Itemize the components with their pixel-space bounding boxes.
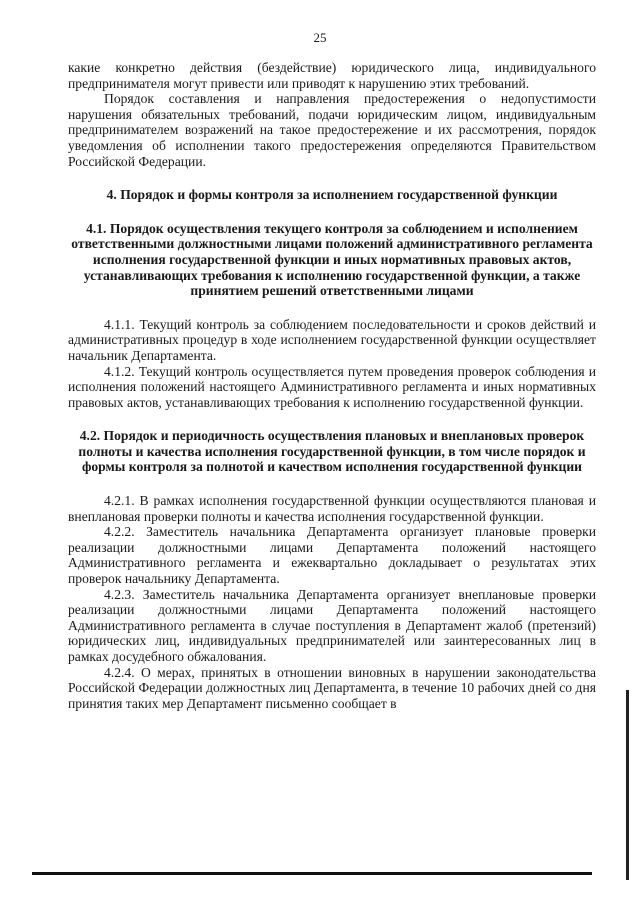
section-4-title: 4. Порядок и формы контроля за исполнением государственной функции — [106, 187, 558, 203]
page-number: 25 — [313, 30, 327, 45]
section-4-1-title: 4.1. Порядок осуществления текущего контроля за соблюдением и исполнением ответственными должностными лицами положений административного регламента исполнения государственной функции и иных нормативных правовых актов, устанавливающих требования к исполнению государственной функции, а также принятием решений ответственными лицами — [71, 220, 593, 299]
paragraph: Порядок составления и направления предостережения о недопустимости нарушения обязательных требований, подачи юридическим лицом, индивидуальным предпринимателем возражений на такое предостережение и их рассмотрения, порядок уведомления об исполнении такого предостережения определяются Правительством Российской Федерации. — [68, 91, 596, 169]
paragraph: какие конкретно действия (бездействие) юридического лица, индивидуального предпринимателя могут привести или приводят к нарушению этих требований. — [68, 60, 596, 91]
paragraph: 4.2.2. Заместитель начальника Департамента организует плановые проверки реализации должностными лицами Департамента положений настоящего Административного регламента и ежеквартально докладывает о результатах этих проверок начальнику Департамента. — [68, 524, 596, 587]
paragraph: 4.2.1. В рамках исполнения государственной функции осуществляются плановая и внеплановая проверки полноты и качества исполнения государственной функции. — [68, 493, 596, 524]
section-4-2-title: 4.2. Порядок и периодичность осуществления плановых и внеплановых проверок полноты и качества исполнения государственной функции, в том числе порядок и формы контроля за полнотой и качеством исполнения государственной функции — [78, 428, 586, 475]
paragraph: 4.1.1. Текущий контроль за соблюдением последовательности и сроков действий и административных процедур в ходе исполнением государственной функции осуществляет начальник Департамента. — [68, 316, 596, 363]
paragraph: 4.2.4. О мерах, принятых в отношении виновных в нарушении законодательства Российской Федерации должностных лиц Департамента, в течение 10 рабочих дней со дня принятия таких мер Департамент письменно сообщает в — [68, 664, 596, 711]
scan-bottom-edge — [32, 872, 592, 875]
paragraph: 4.1.2. Текущий контроль осуществляется путем проведения проверок соблюдения и исполнения положений настоящего Административного регламента и иных нормативных правовых актов, устанавливающих требования к исполнению государственной функции. — [68, 363, 596, 410]
document-body — [68, 60, 596, 711]
paragraph: 4.2.3. Заместитель начальника Департамента организует внеплановые проверки реализации должностными лицами Департамента положений настоящего Административного регламента в случае поступления в Департамент жалоб (претензий) юридических лиц, индивидуальных предпринимателей или заинтересованных лиц в рамках досудебного обжалования. — [68, 586, 596, 664]
scan-right-edge — [626, 690, 629, 880]
